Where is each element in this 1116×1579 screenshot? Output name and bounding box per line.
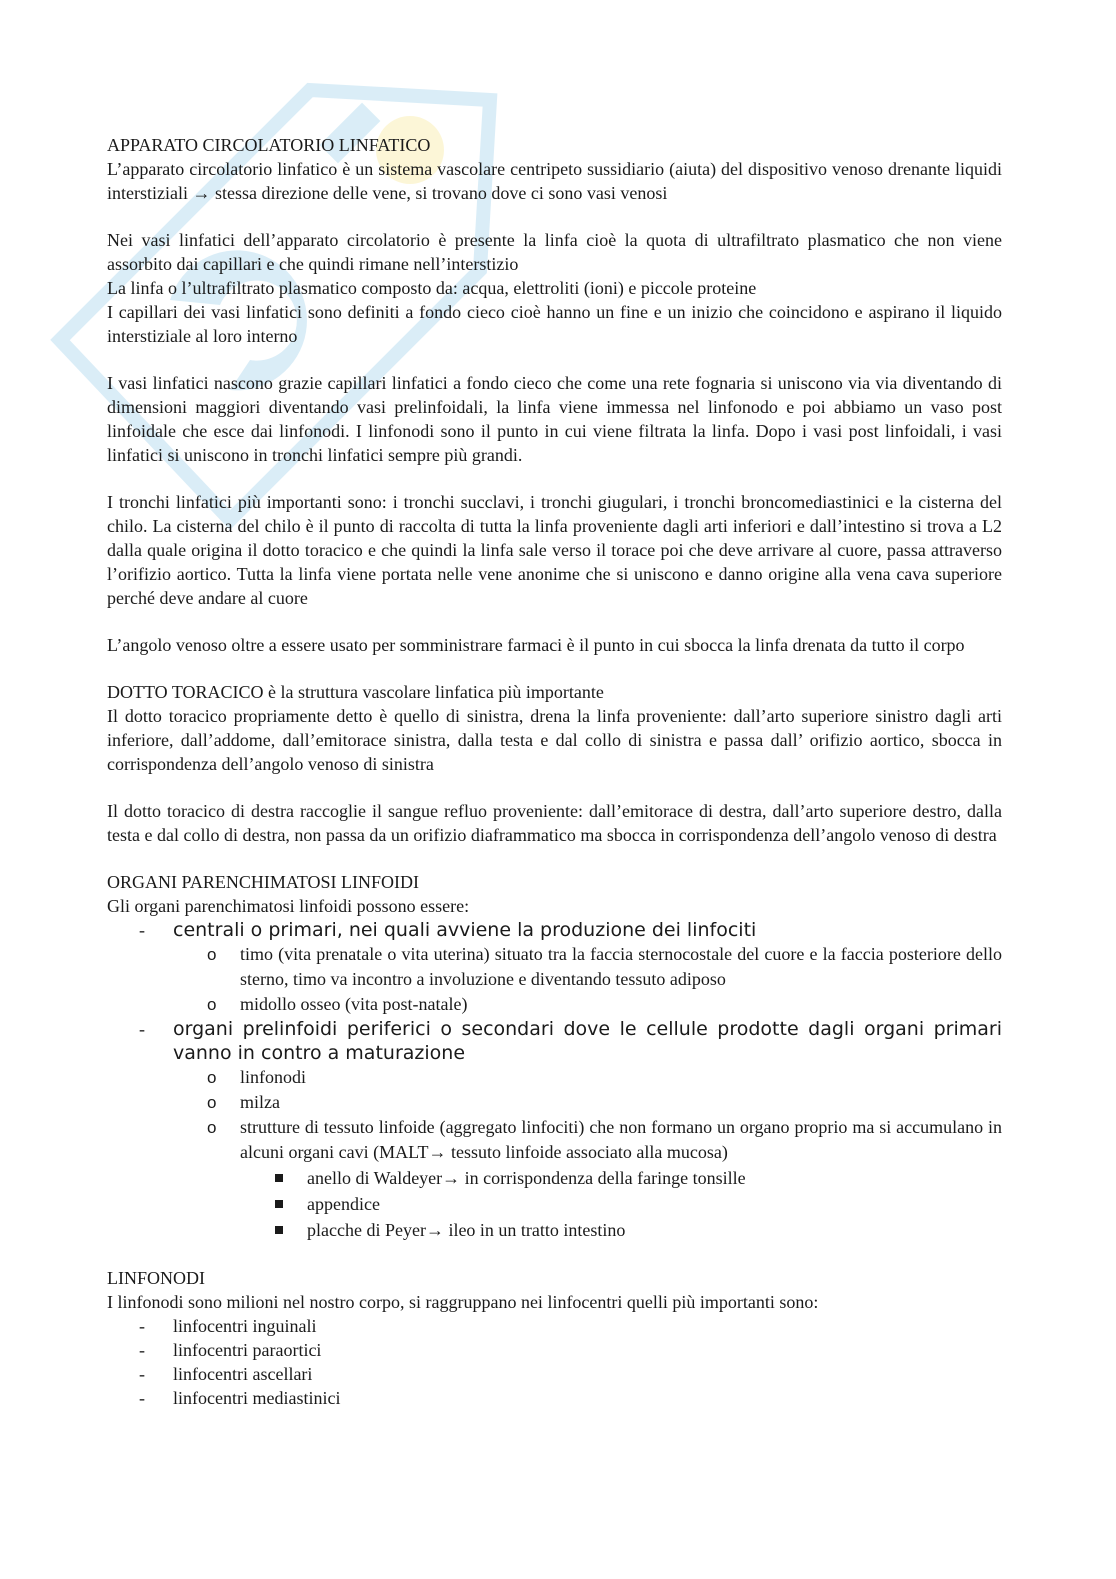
paragraph: L’apparato circolatorio linfatico è un sistema vascolare centripeto sussidiario (aiuta) del dispositivo venoso drenante liquidi interstiziali → stessa direzione delle vene, si trovano dove ci sono vasi venosi bbox=[107, 159, 1002, 203]
paragraph: La linfa o l’ultrafiltrato plasmatico composto da: acqua, elettroliti (ioni) e piccole proteine bbox=[107, 278, 757, 298]
list-item bbox=[107, 1386, 1002, 1410]
list-item-text: appendice bbox=[307, 1194, 380, 1214]
circle-bullet: o bbox=[207, 945, 217, 964]
sub-list bbox=[107, 1065, 1002, 1165]
list-item bbox=[107, 992, 1002, 1017]
list-item-text: linfocentri inguinali bbox=[173, 1316, 317, 1336]
list-item-text: anello di Waldeyer→ in corrispondenza della faringe tonsille bbox=[307, 1168, 746, 1188]
paragraph: I tronchi linfatici più importanti sono: i tronchi succlavi, i tronchi giugulari, i tronchi broncomediastinici e la cisterna del chilo. La cisterna del chilo è il punto di raccolta di tutta la linfa proveniente dagli arti inferiori e dall’intestino si trova a L2 dalla quale origina il dotto toracico e che quindi la linfa sale verso il torace poi che deve arrivare al cuore, passa attraverso l’orifizio aortico. Tutta la linfa viene portata nelle vene anonime che si uniscono e danno origine alla vena cava superiore perché deve andare al cuore bbox=[107, 492, 1002, 608]
list-item bbox=[107, 918, 1002, 942]
list-item bbox=[107, 1338, 1002, 1362]
list-item-text: centrali o primari, nei quali avviene la produzione dei linfociti bbox=[173, 919, 757, 941]
paragraph: Nei vasi linfatici dell’apparato circolatorio è presente la linfa cioè la quota di ultrafiltrato plasmatico che non viene assorbito dai capillari e che quindi rimane nell’interstizio bbox=[107, 230, 1002, 274]
list-item bbox=[107, 1165, 1002, 1191]
list-item-text: midollo osseo (vita post-natale) bbox=[240, 994, 468, 1014]
list-item bbox=[107, 1362, 1002, 1386]
list-item-text: timo (vita prenatale o vita uterina) situato tra la faccia sternocostale del cuore e la faccia posteriore dello sterno, timo va incontro a involuzione e diventando tessuto adiposo bbox=[240, 944, 1002, 989]
paragraph: I vasi linfatici nascono grazie capillari linfatici a fondo cieco che come una rete fognaria si uniscono via via diventando di dimensioni maggiori diventando vasi prelinfoidali, la linfa viene immessa nel linfonodo e poi abbiamo un vaso post linfoidale che esce dai linfonodi. I linfonodi sono il punto in cui viene filtrata la linfa. Dopo i vasi post linfoidali, i vasi linfatici si uniscono in tronchi linfatici sempre più grandi. bbox=[107, 373, 1002, 465]
list-item-text: placche di Peyer→ ileo in un tratto intestino bbox=[307, 1220, 626, 1240]
list-item-text: strutture di tessuto linfoide (aggregato linfociti) che non formano un organo proprio ma si accumulano in alcuni organi cavi (MALT→ tessuto linfoide associato alla mucosa) bbox=[240, 1117, 1002, 1162]
square-bullet-icon bbox=[275, 1174, 283, 1182]
list-item bbox=[107, 1115, 1002, 1165]
dash-bullet: - bbox=[139, 1364, 145, 1384]
paragraph: Il dotto toracico di destra raccoglie il sangue refluo proveniente: dall’emitorace di destra, dall’arto superiore destro, dalla testa e dal collo di destra, non passa da un orifizio diaframmatico ma sbocca in corrispondenza dell’angolo venoso di destra bbox=[107, 801, 1002, 845]
sub-sub-list bbox=[107, 1165, 1002, 1243]
dash-bullet: - bbox=[139, 1019, 145, 1039]
dash-bullet: - bbox=[139, 1340, 145, 1360]
section-title: DOTTO TORACICO è la struttura vascolare linfatica più importante bbox=[107, 682, 604, 702]
list-item bbox=[107, 1017, 1002, 1065]
circle-bullet: o bbox=[207, 1118, 217, 1137]
circle-bullet: o bbox=[207, 995, 217, 1014]
list-item-text: linfocentri mediastinici bbox=[173, 1388, 341, 1408]
paragraph: Il dotto toracico propriamente detto è quello di sinistra, drena la linfa proveniente: dall’arto superiore sinistro dagli arti inferiore, dall’addome, dall’emitorace sinistra, dalla testa e dal collo di sinistra e passa dall’ orifizio aortico, sbocca in corrispondenza dell’angolo venoso di sinistra bbox=[107, 706, 1002, 774]
paragraph: L’angolo venoso oltre a essere usato per somministrare farmaci è il punto in cui sbocca la linfa drenata da tutto il corpo bbox=[107, 635, 965, 655]
sub-list bbox=[107, 942, 1002, 1017]
list-item-text: milza bbox=[240, 1092, 280, 1112]
paragraph: Gli organi parenchimatosi linfoidi possono essere: bbox=[107, 896, 470, 916]
organ-list bbox=[107, 1017, 1002, 1065]
list-item bbox=[107, 942, 1002, 992]
square-bullet-icon bbox=[275, 1226, 283, 1234]
list-item-text: linfocentri paraortici bbox=[173, 1340, 322, 1360]
circle-bullet: o bbox=[207, 1093, 217, 1112]
paragraph: I linfonodi sono milioni nel nostro corpo, si raggruppano nei linfocentri quelli più importanti sono: bbox=[107, 1292, 819, 1312]
list-item-text: linfocentri ascellari bbox=[173, 1364, 313, 1384]
circle-bullet: o bbox=[207, 1068, 217, 1087]
section-title: LINFONODI bbox=[107, 1268, 205, 1288]
dash-bullet: - bbox=[139, 1316, 145, 1336]
square-bullet-icon bbox=[275, 1200, 283, 1208]
list-item bbox=[107, 1191, 1002, 1217]
section-title: ORGANI PARENCHIMATOSI LINFOIDI bbox=[107, 872, 420, 892]
organ-list bbox=[107, 918, 1002, 942]
linfocentri-list bbox=[107, 1314, 1002, 1410]
list-item bbox=[107, 1314, 1002, 1338]
list-item bbox=[107, 1090, 1002, 1115]
list-item-text: linfonodi bbox=[240, 1067, 306, 1087]
dash-bullet: - bbox=[139, 1388, 145, 1408]
paragraph: I capillari dei vasi linfatici sono definiti a fondo cieco cioè hanno un fine e un inizio che coincidono e aspirano il liquido interstiziale al loro interno bbox=[107, 302, 1002, 346]
document-body bbox=[107, 133, 1002, 1410]
list-item-text: organi prelinfoidi periferici o secondari dove le cellule prodotte dagli organi primari vanno in contro a maturazione bbox=[173, 1018, 1002, 1064]
list-item bbox=[107, 1065, 1002, 1090]
section-title: APPARATO CIRCOLATORIO LINFATICO bbox=[107, 135, 431, 155]
dash-bullet: - bbox=[139, 920, 145, 940]
list-item bbox=[107, 1217, 1002, 1243]
